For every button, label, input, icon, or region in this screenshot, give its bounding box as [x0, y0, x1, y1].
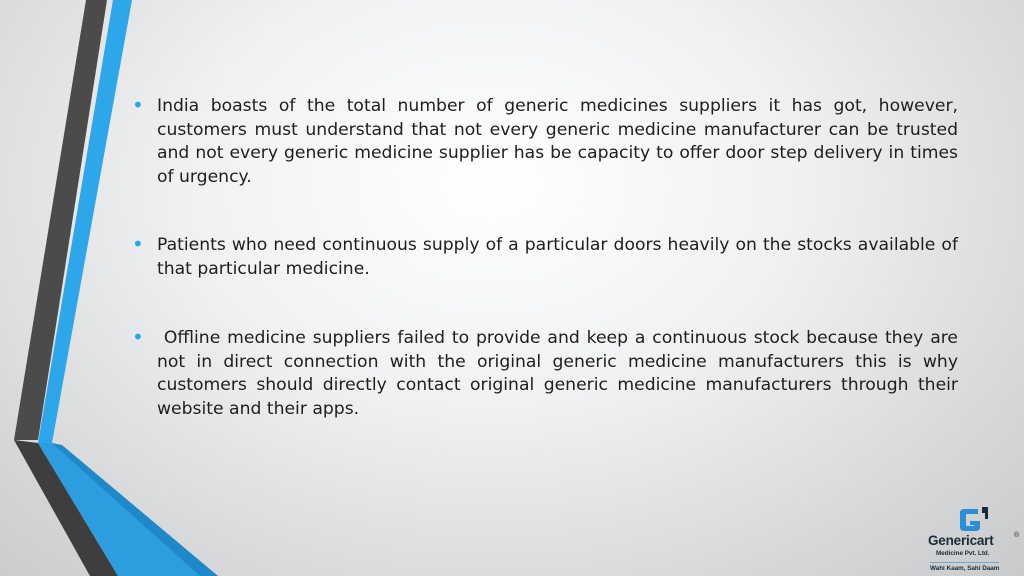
bullet-dot: •: [132, 93, 144, 117]
bullet-dot: •: [132, 325, 144, 349]
bullet-text: Patients who need continuous supply of a particular doors heavily on the stocks available of that particular medicine.: [157, 235, 958, 279]
bullet-text: India boasts of the total number of generic medicines suppliers it has got, however, customers must understand that not every generic medicine manufacturer can be trusted and not every generic medicine supplier has be capacity to offer door step delivery in times of urgency.: [157, 96, 958, 187]
bullet-text: Offline medicine suppliers failed to provide and keep a continuous stock because they are not in direct connection with the original generic medicine manufacturers this is why customers should directly contact original generic medicine manufacturers through their website and their apps.: [157, 328, 964, 419]
registered-mark: ®: [1014, 532, 1020, 539]
bullet-item: [130, 95, 958, 189]
logo-name: Genericart: [928, 533, 994, 548]
bullet-item: [130, 234, 958, 281]
bullet-dot: •: [132, 232, 144, 256]
bullet-item: [130, 325, 964, 421]
logo-tagline: Wahi Kaam, Sahi Daam: [930, 562, 999, 572]
g-logo-icon: [956, 505, 992, 535]
company-logo: [922, 500, 1024, 576]
bullet-list: [130, 93, 964, 421]
logo-subtitle: Medicine Pvt. Ltd.: [936, 550, 990, 557]
